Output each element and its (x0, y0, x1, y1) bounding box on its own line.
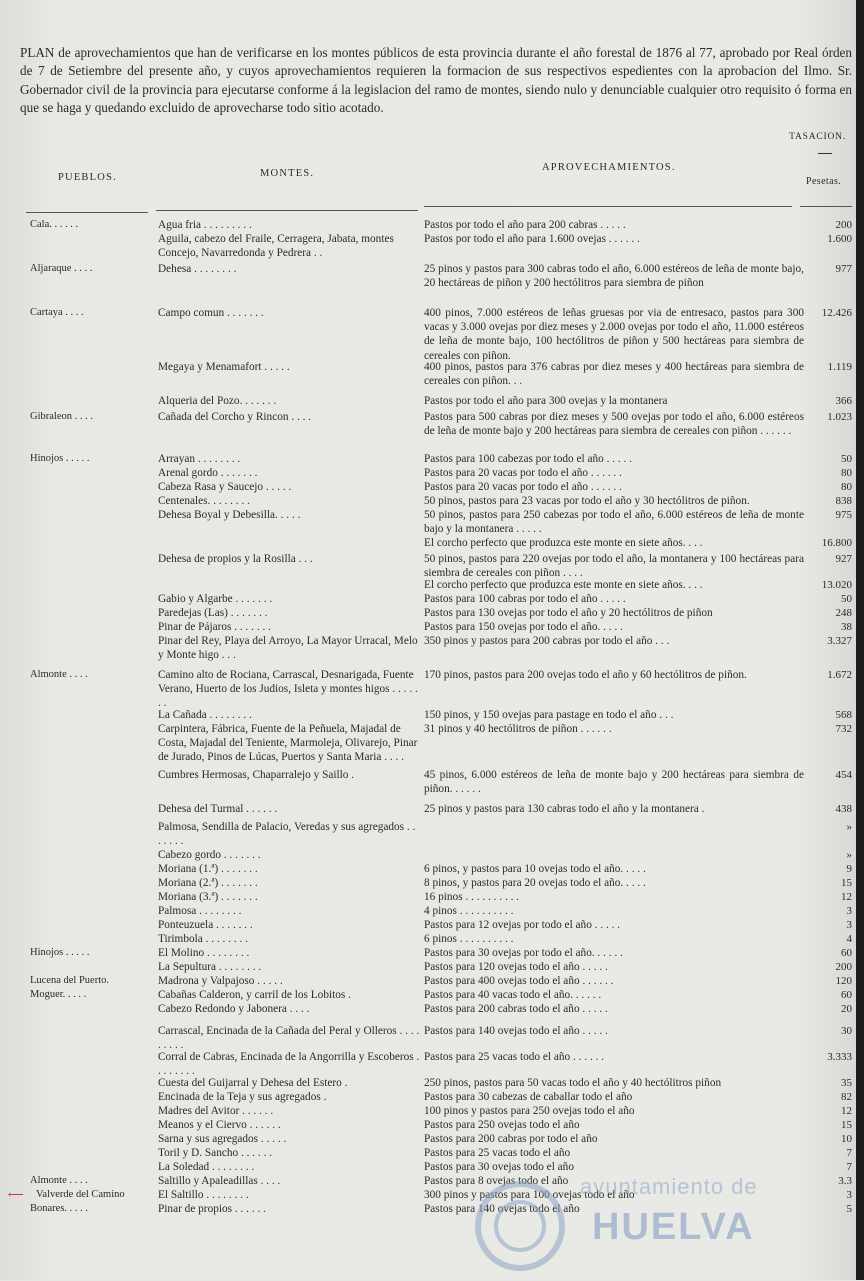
row-monte: Madres del Avitor . . . . . . (158, 1105, 274, 1117)
row-pueblo: Valverde del Camino (36, 1189, 125, 1200)
row-aprovechamiento: Pastos para 20 vacas por todo el año . . . . . . (424, 467, 622, 479)
row-aprovechamiento: 170 pinos, pastos para 200 ovejas todo el año y 60 hectólitros de piñon. (424, 669, 747, 681)
row-monte: Dehesa Boyal y Debesilla. . . . . (158, 509, 301, 521)
row-aprovechamiento: Pastos para 130 ovejas por todo el año y 20 hectólitros de piñon (424, 607, 713, 619)
row-tasacion: 9 (846, 863, 852, 875)
row-monte: Gabio y Algarbe . . . . . . . (158, 593, 273, 605)
row-monte: Pinar del Rey, Playa del Arroyo, La Mayor Urracal, Melo y Monte higo . . . (158, 635, 418, 662)
row-pueblo: Bonares. . . . . (30, 1203, 89, 1214)
row-tasacion: 3 (846, 1189, 852, 1201)
row-tasacion: 60 (841, 947, 852, 959)
row-aprovechamiento: El corcho perfecto que produzca este monte en siete años. . . . (424, 537, 703, 549)
row-tasacion: 15 (841, 1119, 852, 1131)
row-monte: Agua fria . . . . . . . . . (158, 219, 252, 231)
row-monte: Aguila, cabezo del Fraile, Cerragera, Jabata, montes Concejo, Navarredonda y Pedrera . . (158, 233, 394, 260)
row-tasacion: 7 (846, 1147, 852, 1159)
row-tasacion: 50 (841, 453, 852, 465)
row-monte: Moriana (2.ª) . . . . . . . (158, 877, 258, 889)
row-tasacion: » (846, 849, 852, 861)
plan-table (0, 218, 864, 1280)
row-tasacion: 568 (835, 709, 852, 721)
row-monte: Saltillo y Apaleadillas . . . . (158, 1175, 281, 1187)
row-pueblo: Moguer. . . . . (30, 989, 87, 1000)
row-monte: Sarna y sus agregados . . . . . (158, 1133, 287, 1145)
row-aprovechamiento: Pastos para 40 vacas todo el año. . . . . . (424, 989, 602, 1001)
row-tasacion: 200 (835, 961, 852, 973)
row-monte: Tirimbola . . . . . . . . (158, 933, 248, 945)
row-aprovechamiento: Pastos para 250 ovejas todo el año (424, 1119, 580, 1131)
row-tasacion: 4 (846, 933, 852, 945)
header-rule-aprovechamientos (424, 206, 792, 207)
row-aprovechamiento: Pastos para 200 cabras todo el año . . . . . (424, 1003, 608, 1015)
row-aprovechamiento: Pastos para 20 vacas por todo el año . . . . . . (424, 481, 622, 493)
row-monte: Paredejas (Las) . . . . . . . (158, 607, 268, 619)
row-aprovechamiento: 4 pinos . . . . . . . . . . (424, 905, 514, 917)
row-tasacion: 200 (835, 219, 852, 231)
row-aprovechamiento: 8 pinos, y pastos para 20 ovejas todo el año. . . . . (424, 877, 646, 889)
watermark-line2: HUELVA (592, 1206, 755, 1248)
row-monte: El Molino . . . . . . . . (158, 947, 250, 959)
row-tasacion: 30 (841, 1025, 852, 1037)
header-pesetas: Pesetas. (806, 176, 842, 187)
row-monte: Camino alto de Rociana, Carrascal, Desnarigada, Fuente Verano, Huerto de los Judios, Isleta y montes higos . . . . . . . (158, 669, 418, 710)
row-tasacion: 12.426 (821, 307, 852, 319)
row-aprovechamiento: Pastos para 140 ovejas todo el año . . . . . (424, 1025, 608, 1037)
row-monte: Pinar de Pájaros . . . . . . . (158, 621, 271, 633)
row-monte: Dehesa del Turmal . . . . . . (158, 803, 278, 815)
row-tasacion: 12 (841, 891, 852, 903)
row-monte: Campo comun . . . . . . . (158, 307, 264, 319)
row-monte: Pinar de propios . . . . . . (158, 1203, 266, 1215)
row-monte: El Saltillo . . . . . . . . (158, 1189, 249, 1201)
row-monte: Cabezo gordo . . . . . . . (158, 849, 261, 861)
row-aprovechamiento: 16 pinos . . . . . . . . . . (424, 891, 520, 903)
row-aprovechamiento: 250 pinos, pastos para 50 vacas todo el año y 40 hectólitros piñon (424, 1077, 722, 1089)
row-tasacion: 454 (835, 769, 852, 781)
row-pueblo: Almonte . . . . (30, 1175, 88, 1186)
intro-paragraph (20, 44, 852, 118)
row-monte: Cabañas Calderon, y carril de los Lobitos . (158, 989, 351, 1001)
row-tasacion: 3 (846, 919, 852, 931)
row-tasacion: 1.600 (827, 233, 852, 245)
row-pueblo: Aljaraque . . . . (30, 263, 93, 274)
row-aprovechamiento: Pastos para 150 ovejas por todo el año. . . . . (424, 621, 623, 633)
row-monte: Cabezo Redondo y Jabonera . . . . (158, 1003, 310, 1015)
row-aprovechamiento: Pastos para 120 ovejas todo el año . . . . . (424, 961, 608, 973)
row-tasacion: 13.020 (821, 579, 852, 591)
row-tasacion: 732 (835, 723, 852, 735)
row-tasacion: 35 (841, 1077, 852, 1089)
header-rule-pueblos (26, 212, 148, 213)
row-tasacion: 38 (841, 621, 852, 633)
row-monte: Arrayan . . . . . . . . (158, 453, 241, 465)
intro-text: PLAN de aprovechamientos que han de verificarse en los montes públicos de esta provincia durante el año forestal de 1876 al 77, aprobado por Real órden de 7 de Setiembre del presente año, y cuyos aprovechamientos requieren la formacion de sus respectivos espedientes con la aprobacion del Ilmo. Sr. Gobernador civil de la provincia para ejecutarse conforme á la legislacion del ramo de montes, siendo nulo y denunciable cualquier otro requisito ó forma en que se haga y quedando excluido de aprovecharse todo sitio acotado. (20, 45, 852, 116)
row-aprovechamiento: Pastos para 100 cabezas por todo el año . . . . . (424, 453, 632, 465)
row-tasacion: » (846, 821, 852, 833)
row-monte: La Soledad . . . . . . . . (158, 1161, 255, 1173)
row-tasacion: 366 (835, 395, 852, 407)
row-tasacion: 60 (841, 989, 852, 1001)
row-aprovechamiento: Pastos por todo el año para 1.600 ovejas . . . . . . (424, 233, 640, 245)
row-aprovechamiento: 50 pinos, pastos para 220 ovejas por todo el año, la montanera y 100 hectáreas para siembra de cereales con piñon . . . . (424, 553, 804, 580)
row-aprovechamiento: 300 pinos y pastos para 100 ovejas todo el año (424, 1189, 635, 1201)
row-monte: Meanos y el Ciervo . . . . . . (158, 1119, 281, 1131)
row-monte: Cuesta del Guijarral y Dehesa del Estero . (158, 1077, 348, 1089)
row-monte: Cabeza Rasa y Saucejo . . . . . (158, 481, 292, 493)
row-aprovechamiento: Pastos por todo el año para 300 ovejas y la montanera (424, 395, 668, 407)
row-pueblo: Hinojos . . . . . (30, 947, 90, 958)
row-aprovechamiento: Pastos para 8 ovejas todo el año (424, 1175, 569, 1187)
row-tasacion: 15 (841, 877, 852, 889)
row-tasacion: 20 (841, 1003, 852, 1015)
row-monte: Madrona y Valpajoso . . . . . (158, 975, 283, 987)
header-rule-montes (156, 210, 418, 211)
row-monte: Carrascal, Encinada de la Cañada del Peral y Olleros . . . . . . . . . (158, 1025, 420, 1052)
row-pueblo: Cartaya . . . . (30, 307, 84, 318)
row-monte: Palmosa . . . . . . . . (158, 905, 242, 917)
watermark (460, 1166, 800, 1276)
watermark-emblem-icon (460, 1166, 580, 1276)
row-aprovechamiento: Pastos para 30 ovejas todo el año (424, 1161, 574, 1173)
row-aprovechamiento: Pastos para 400 ovejas todo el año . . . . . . (424, 975, 614, 987)
row-pueblo: Gibraleon . . . . (30, 411, 93, 422)
row-tasacion: 50 (841, 593, 852, 605)
row-aprovechamiento: 100 pinos y pastos para 250 ovejas todo el año (424, 1105, 635, 1117)
row-tasacion: 120 (835, 975, 852, 987)
header-aprovechamientos: APROVECHAMIENTOS. (542, 162, 676, 173)
row-monte: Centenales. . . . . . . . (158, 495, 250, 507)
row-aprovechamiento: Pastos para 12 ovejas por todo el año . . . . . (424, 919, 621, 931)
row-tasacion: 80 (841, 467, 852, 479)
row-aprovechamiento: Pastos por todo el año para 200 cabras . . . . . (424, 219, 626, 231)
header-rule-pesetas (800, 206, 852, 207)
row-monte: Moriana (1.ª) . . . . . . . (158, 863, 258, 875)
row-monte: Toril y D. Sancho . . . . . . (158, 1147, 273, 1159)
header-pueblos: PUEBLOS. (58, 172, 117, 183)
row-tasacion: 80 (841, 481, 852, 493)
row-aprovechamiento: 25 pinos y pastos para 130 cabras todo el año y la montanera . (424, 803, 705, 815)
header-montes: MONTES. (260, 168, 315, 179)
row-tasacion: 12 (841, 1105, 852, 1117)
page-binding-edge (856, 0, 864, 1280)
row-pueblo: Hinojos . . . . . (30, 453, 90, 464)
row-aprovechamiento: 45 pinos, 6.000 estéreos de leña de monte bajo y 200 hectáreas para siembra de piñon. . . . . . (424, 769, 804, 796)
row-tasacion: 16.800 (821, 537, 852, 549)
row-pueblo: Lucena del Puerto. (30, 975, 110, 986)
row-tasacion: 927 (835, 553, 852, 565)
row-aprovechamiento: 50 pinos, pastos para 250 cabezas por todo el año, 6.000 estéreos de leña de monte bajo y la montanera . . . . . (424, 509, 804, 536)
row-monte: Carpintera, Fábrica, Fuente de la Peñuela, Majadal de Costa, Majadal del Teniente, Marmoleja, Olivarejo, Pinar de Jurado, Pinos de Lúcas, Puertos y Santa Maria . . . . (158, 723, 418, 764)
row-aprovechamiento: Pastos para 30 ovejas por todo el año. . . . . . (424, 947, 623, 959)
row-monte: Cañada del Corcho y Rincon . . . . (158, 411, 312, 423)
row-tasacion: 1.672 (827, 669, 852, 681)
row-monte: Ponteuzuela . . . . . . . (158, 919, 253, 931)
row-aprovechamiento: 25 pinos y pastos para 300 cabras todo el año, 6.000 estéreos de leña de monte bajo, 20 hectáreas de piñon y 200 hectólitros para siembra de piñon (424, 263, 804, 290)
row-tasacion: 248 (835, 607, 852, 619)
row-aprovechamiento: Pastos para 30 cabezas de caballar todo el año (424, 1091, 633, 1103)
row-aprovechamiento: 400 pinos, 7.000 estéreos de leñas gruesas por via de entresaco, pastos para 300 vacas y 3.000 ovejas por diez meses y 2.000 ovejas por todo el año, 11.000 estéreos de leña de monte bajo, 100 hectólitros de piñon y 500 hectáreas para siembra de cereales con piñon. (424, 307, 804, 362)
row-monte: Dehesa . . . . . . . . (158, 263, 237, 275)
row-tasacion: 10 (841, 1133, 852, 1145)
row-tasacion: 3.327 (827, 635, 852, 647)
row-aprovechamiento: 400 pinos, pastos para 376 cabras por diez meses y 400 hectáreas para siembra de cereales con piñon. . . (424, 361, 804, 388)
row-aprovechamiento: Pastos para 200 cabras por todo el año (424, 1133, 598, 1145)
row-aprovechamiento: 31 pinos y 40 hectólitros de piñon . . . . . . (424, 723, 612, 735)
row-tasacion: 977 (835, 263, 852, 275)
row-tasacion: 7 (846, 1161, 852, 1173)
row-aprovechamiento: 350 pinos y pastos para 200 cabras por todo el año . . . (424, 635, 670, 647)
row-monte: La Sepultura . . . . . . . . (158, 961, 262, 973)
row-tasacion: 3 (846, 905, 852, 917)
row-tasacion: 5 (846, 1203, 852, 1215)
row-tasacion: 3.3 (838, 1175, 852, 1187)
row-aprovechamiento: 50 pinos, pastos para 23 vacas por todo el año y 30 hectólitros de piñon. (424, 495, 750, 507)
row-monte: Moriana (3.ª) . . . . . . . (158, 891, 258, 903)
row-pueblo: Almonte . . . . (30, 669, 88, 680)
row-tasacion: 838 (835, 495, 852, 507)
row-monte: Arenal gordo . . . . . . . (158, 467, 258, 479)
row-monte: La Cañada . . . . . . . . (158, 709, 252, 721)
row-tasacion: 1.023 (827, 411, 852, 423)
row-tasacion: 1.119 (827, 361, 852, 373)
row-aprovechamiento: Pastos para 25 vacas todo el año (424, 1147, 571, 1159)
row-tasacion: 3.333 (827, 1051, 852, 1063)
row-monte: Corral de Cabras, Encinada de la Angorrilla y Escoberos . . . . . . . . (158, 1051, 420, 1078)
row-monte: Dehesa de propios y la Rosilla . . . (158, 553, 313, 565)
row-pueblo: Cala. . . . . . (30, 219, 79, 230)
row-monte: Cumbres Hermosas, Chaparralejo y Saillo . (158, 769, 355, 781)
row-aprovechamiento: Pastos para 500 cabras por diez meses y 500 ovejas por todo el año, 6.000 estéreos de leña de monte bajo y 200 hectáreas para siembra de cereales con piñon . . . . . . (424, 411, 804, 438)
row-monte: Palmosa, Sendilla de Palacio, Veredas y sus agregados . . . . . . . (158, 821, 416, 848)
row-monte: Encinada de la Teja y sus agregados . (158, 1091, 327, 1103)
row-aprovechamiento: 150 pinos, y 150 ovejas para pastage en todo el año . . . (424, 709, 674, 721)
row-tasacion: 438 (835, 803, 852, 815)
row-aprovechamiento: Pastos para 25 vacas todo el año . . . . . . (424, 1051, 605, 1063)
row-tasacion: 975 (835, 509, 852, 521)
row-aprovechamiento: Pastos para 100 cabras por todo el año . . . . . (424, 593, 626, 605)
row-monte: Alqueria del Pozo. . . . . . . (158, 395, 277, 407)
row-aprovechamiento: 6 pinos . . . . . . . . . . (424, 933, 514, 945)
watermark-line1: ayuntamiento de (580, 1174, 758, 1199)
marker-arrow-icon: ⟵ (8, 1189, 24, 1201)
row-aprovechamiento: Pastos para 140 ovejas todo el año (424, 1203, 580, 1215)
row-tasacion: 82 (841, 1091, 852, 1103)
row-monte: Megaya y Menamafort . . . . . (158, 361, 290, 373)
tasacion-rule (818, 153, 832, 154)
row-aprovechamiento: 6 pinos, y pastos para 10 ovejas todo el año. . . . . (424, 863, 646, 875)
tasacion-label: TASACION. (789, 132, 846, 142)
row-aprovechamiento: El corcho perfecto que produzca este monte en siete años. . . . (424, 579, 703, 591)
